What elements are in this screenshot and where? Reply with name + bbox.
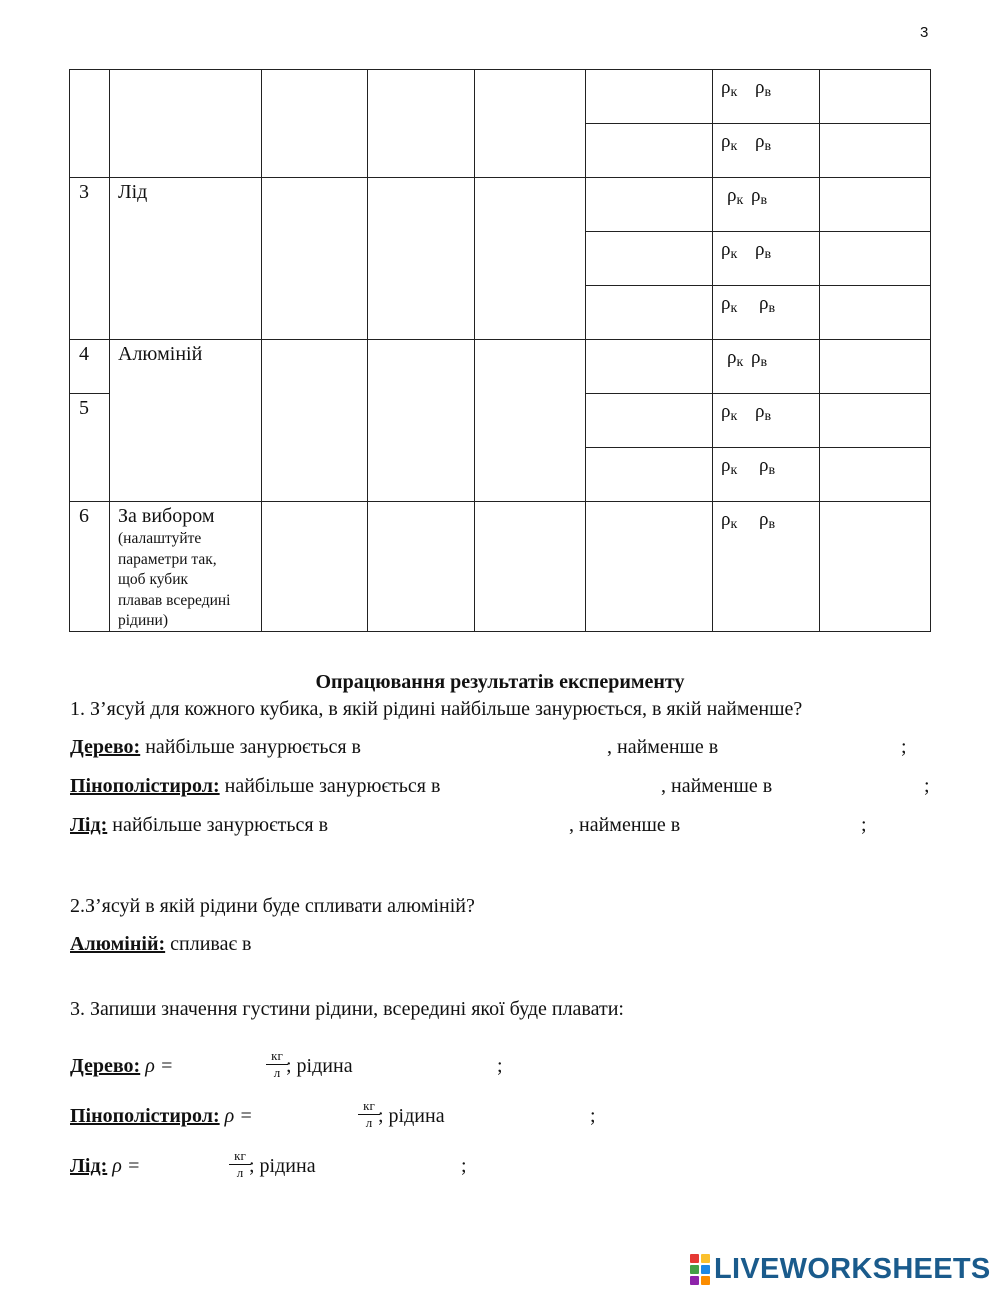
rho-v-symbol: $\rho_в$ bbox=[751, 185, 768, 208]
wood-line bbox=[70, 736, 361, 759]
alu-label: Алюміній: bbox=[70, 933, 166, 955]
least-text: , найменше в bbox=[607, 736, 719, 758]
page-number: 3 bbox=[920, 24, 929, 41]
foam-label: Пінополістирол: bbox=[70, 775, 220, 797]
rho-k-symbol: $\rho_к$ bbox=[727, 185, 744, 208]
unit-fraction bbox=[229, 1148, 251, 1181]
rho-k-symbol: $\rho_к$ bbox=[721, 401, 738, 424]
ice-line bbox=[70, 814, 328, 837]
unit-denominator: л bbox=[365, 1115, 373, 1130]
liquid-text: ; рідина bbox=[378, 1105, 445, 1127]
most-text: найбільше занурюється в bbox=[112, 814, 329, 836]
row-number: 4 bbox=[79, 343, 89, 365]
rho-k-symbol: $\rho_к$ bbox=[721, 77, 738, 100]
logo-block bbox=[690, 1276, 699, 1285]
unit-numerator: кг bbox=[229, 1148, 251, 1165]
semicolon: ; bbox=[461, 1155, 467, 1177]
foam-line bbox=[70, 775, 440, 798]
rho-k-symbol: $\rho_к$ bbox=[721, 455, 738, 478]
question-1: 1. З’ясуй для кожного кубика, в якій рідині найбільше занурюється, в якій найменше? bbox=[70, 698, 803, 720]
table-col-rule bbox=[261, 69, 262, 632]
semicolon: ; bbox=[590, 1105, 596, 1127]
row-number: 6 bbox=[79, 505, 89, 527]
unit-numerator: кг bbox=[266, 1048, 288, 1065]
rho-v-symbol: $\rho_в$ bbox=[755, 239, 772, 262]
note-line: параметри так, bbox=[118, 550, 217, 568]
alu-line bbox=[70, 933, 252, 956]
table-col-rule bbox=[585, 69, 586, 632]
rho-equals: ρ = bbox=[145, 1055, 174, 1077]
foam-label: Пінополістирол: bbox=[70, 1105, 220, 1127]
least-text: , найменше в bbox=[661, 775, 773, 797]
rho-v-symbol: $\rho_в$ bbox=[755, 77, 772, 100]
question-3: 3. Запиши значення густини рідини, всередині якої буде плавати: bbox=[70, 998, 624, 1020]
row-number: 3 bbox=[79, 181, 89, 203]
note-line: плавав всередині bbox=[118, 591, 231, 609]
logo-text: LIVEWORKSHEETS bbox=[714, 1252, 991, 1285]
table-rule bbox=[69, 339, 931, 340]
unit-numerator: кг bbox=[358, 1098, 380, 1115]
row-number: 5 bbox=[79, 397, 89, 419]
table-col-rule bbox=[109, 69, 110, 632]
rho-v-symbol: $\rho_в$ bbox=[755, 401, 772, 424]
logo-block bbox=[701, 1265, 710, 1274]
row-name: За вибором bbox=[118, 505, 215, 527]
row-name: Лід bbox=[118, 181, 148, 203]
table-border-top bbox=[69, 69, 931, 70]
row-name: Алюміній bbox=[118, 343, 203, 365]
section-heading: Опрацювання результатів експерименту bbox=[315, 671, 685, 693]
rho-v-symbol: $\rho_в$ bbox=[759, 293, 776, 316]
most-text: найбільше занурюється в bbox=[145, 736, 361, 758]
table-border-left bbox=[69, 69, 70, 632]
logo-block bbox=[690, 1265, 699, 1274]
floats-in-text: спливає в bbox=[170, 933, 252, 955]
semicolon: ; bbox=[901, 736, 907, 758]
note-line: рідини) bbox=[118, 612, 168, 629]
liveworksheets-logo bbox=[690, 1252, 991, 1286]
rho-equals: ρ = bbox=[224, 1105, 253, 1127]
liquid-text: ; рідина bbox=[286, 1055, 353, 1077]
logo-block bbox=[690, 1254, 699, 1263]
table-rule bbox=[69, 501, 931, 502]
row-note bbox=[118, 529, 230, 632]
table-rule bbox=[585, 285, 931, 286]
table-rule bbox=[69, 177, 931, 178]
unit-denominator: л bbox=[236, 1165, 244, 1180]
rho-k-symbol: $\rho_к$ bbox=[727, 347, 744, 370]
rho-v-symbol: $\rho_в$ bbox=[759, 455, 776, 478]
semicolon: ; bbox=[497, 1055, 503, 1077]
least-text: , найменше в bbox=[569, 814, 681, 836]
logo-block bbox=[701, 1276, 710, 1285]
wood-label: Дерево: bbox=[70, 736, 141, 758]
results-table bbox=[69, 69, 931, 632]
rho-v-symbol: $\rho_в$ bbox=[759, 509, 776, 532]
unit-denominator: л bbox=[273, 1065, 281, 1080]
table-col-rule bbox=[819, 69, 820, 632]
note-line: щоб кубик bbox=[118, 571, 189, 588]
foam-density-line bbox=[70, 1105, 253, 1128]
most-text: найбільше занурюється в bbox=[224, 775, 441, 797]
semicolon: ; bbox=[861, 814, 867, 836]
logo-blocks-icon bbox=[690, 1254, 710, 1285]
table-rule bbox=[69, 393, 109, 394]
rho-v-symbol: $\rho_в$ bbox=[751, 347, 768, 370]
rho-k-symbol: $\rho_к$ bbox=[721, 293, 738, 316]
question-2: 2.З’ясуй в якій рідини буде спливати алюміній? bbox=[70, 895, 475, 917]
table-col-rule bbox=[367, 69, 368, 632]
table-col-rule bbox=[712, 69, 713, 632]
ice-label: Лід: bbox=[70, 1155, 108, 1177]
table-col-rule bbox=[474, 69, 475, 632]
table-border-right bbox=[930, 69, 931, 632]
table-rule bbox=[585, 393, 931, 394]
rho-equals: ρ = bbox=[112, 1155, 141, 1177]
rho-v-symbol: $\rho_в$ bbox=[755, 131, 772, 154]
wood-density-line bbox=[70, 1055, 173, 1078]
wood-label: Дерево: bbox=[70, 1055, 141, 1077]
semicolon: ; bbox=[924, 775, 930, 797]
note-line: (налаштуйте bbox=[118, 530, 202, 547]
unit-fraction bbox=[358, 1098, 380, 1131]
rho-k-symbol: $\rho_к$ bbox=[721, 239, 738, 262]
logo-block bbox=[701, 1254, 710, 1263]
table-rule bbox=[585, 231, 931, 232]
table-rule bbox=[585, 447, 931, 448]
ice-density-line bbox=[70, 1155, 140, 1178]
rho-k-symbol: $\rho_к$ bbox=[721, 509, 738, 532]
unit-fraction bbox=[266, 1048, 288, 1081]
table-rule bbox=[585, 123, 931, 124]
rho-k-symbol: $\rho_к$ bbox=[721, 131, 738, 154]
ice-label: Лід: bbox=[70, 814, 108, 836]
liquid-text: ; рідина bbox=[249, 1155, 316, 1177]
